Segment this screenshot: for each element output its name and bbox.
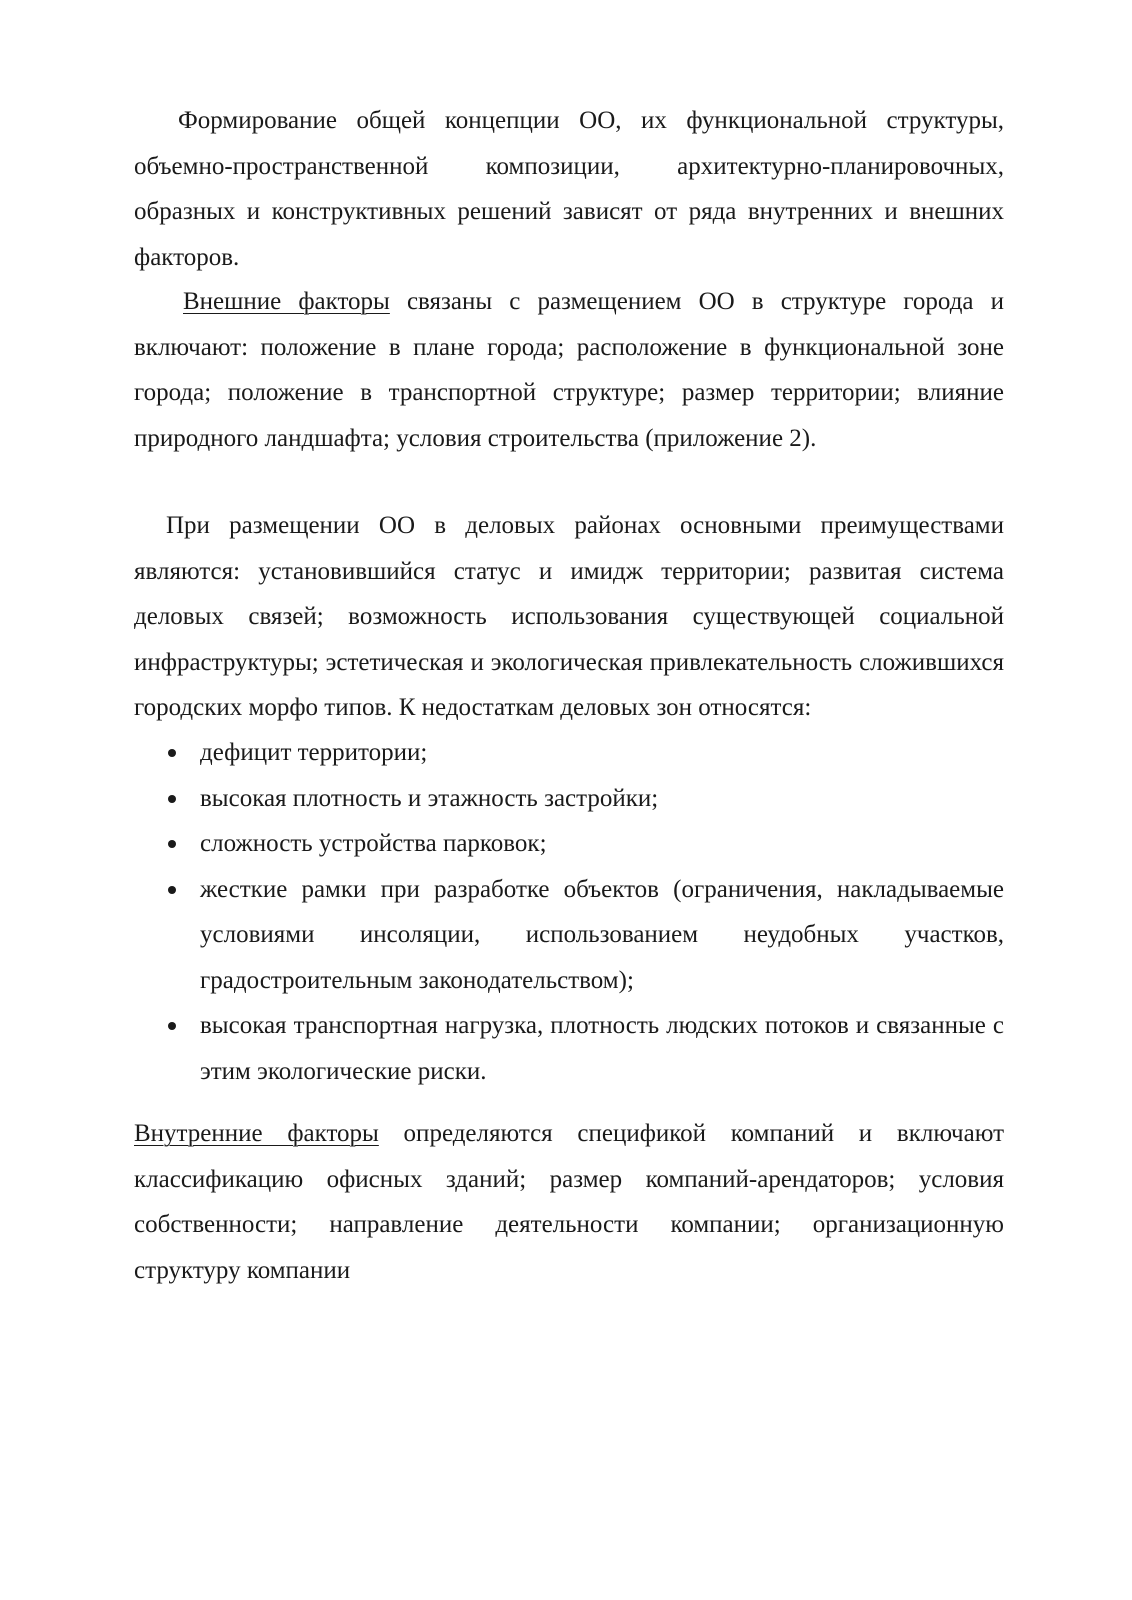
list-item: [134, 730, 1004, 776]
paragraph-text: Формирование общей концепции ОО, их функциональной структуры, объемно-пространственной композиции, архитектурно-планировочных, образных и конструктивных решений зависят от ряда внутренних и внешних факторов.: [134, 107, 1004, 271]
disadvantages-list: [134, 730, 1004, 1094]
paragraph-external-factors: [134, 279, 1004, 461]
paragraph-internal-factors: [134, 1111, 1004, 1293]
external-factors-term: Внешние факторы: [183, 288, 390, 315]
list-item-text: высокая транспортная нагрузка, плотность людских потоков и связанные с этим экологические риски.: [200, 1012, 1004, 1085]
paragraph-text: связаны с размещением ОО в структуре города и включают: положение в плане города; расположение в функциональной зоне города; положение в транспортной структуре; размер территории; влияние природного ландшафта; условия строительства (приложение 2).: [134, 288, 1004, 452]
bullet-icon: [168, 749, 176, 757]
paragraph-text: определяются спецификой компаний и включают классификацию офисных зданий; размер компаний-арендаторов; условия собственности; направление деятельности компании; организационную структуру компании: [134, 1120, 1004, 1284]
list-item: [134, 821, 1004, 867]
paragraph-concept: [134, 98, 1004, 280]
list-item-text: сложность устройства парковок;: [200, 830, 547, 857]
bullet-icon: [168, 886, 176, 894]
bullet-icon: [168, 840, 176, 848]
internal-factors-term: Внутренние факторы: [134, 1120, 379, 1147]
list-item-text: жесткие рамки при разработке объектов (ограничения, накладываемые условиями инсоляции, использованием неудобных участков, градостроительным законодательством);: [200, 875, 1004, 994]
list-item: [134, 1003, 1004, 1094]
list-item: [134, 776, 1004, 822]
paragraph-business-districts: [134, 503, 1004, 731]
paragraph-text: При размещении ОО в деловых районах основными преимуществами являются: установившийся статус и имидж территории; развитая система деловых связей; возможность использования существующей социальной инфраструктуры; эстетическая и экологическая привлекательность сложившихся городских морфо типов. К недостаткам деловых зон относятся:: [134, 512, 1004, 721]
list-item: [134, 867, 1004, 1004]
bullet-icon: [168, 795, 176, 803]
list-item-text: высокая плотность и этажность застройки;: [200, 784, 659, 812]
list-item-text: дефицит территории;: [200, 739, 428, 766]
bullet-icon: [168, 1022, 176, 1030]
